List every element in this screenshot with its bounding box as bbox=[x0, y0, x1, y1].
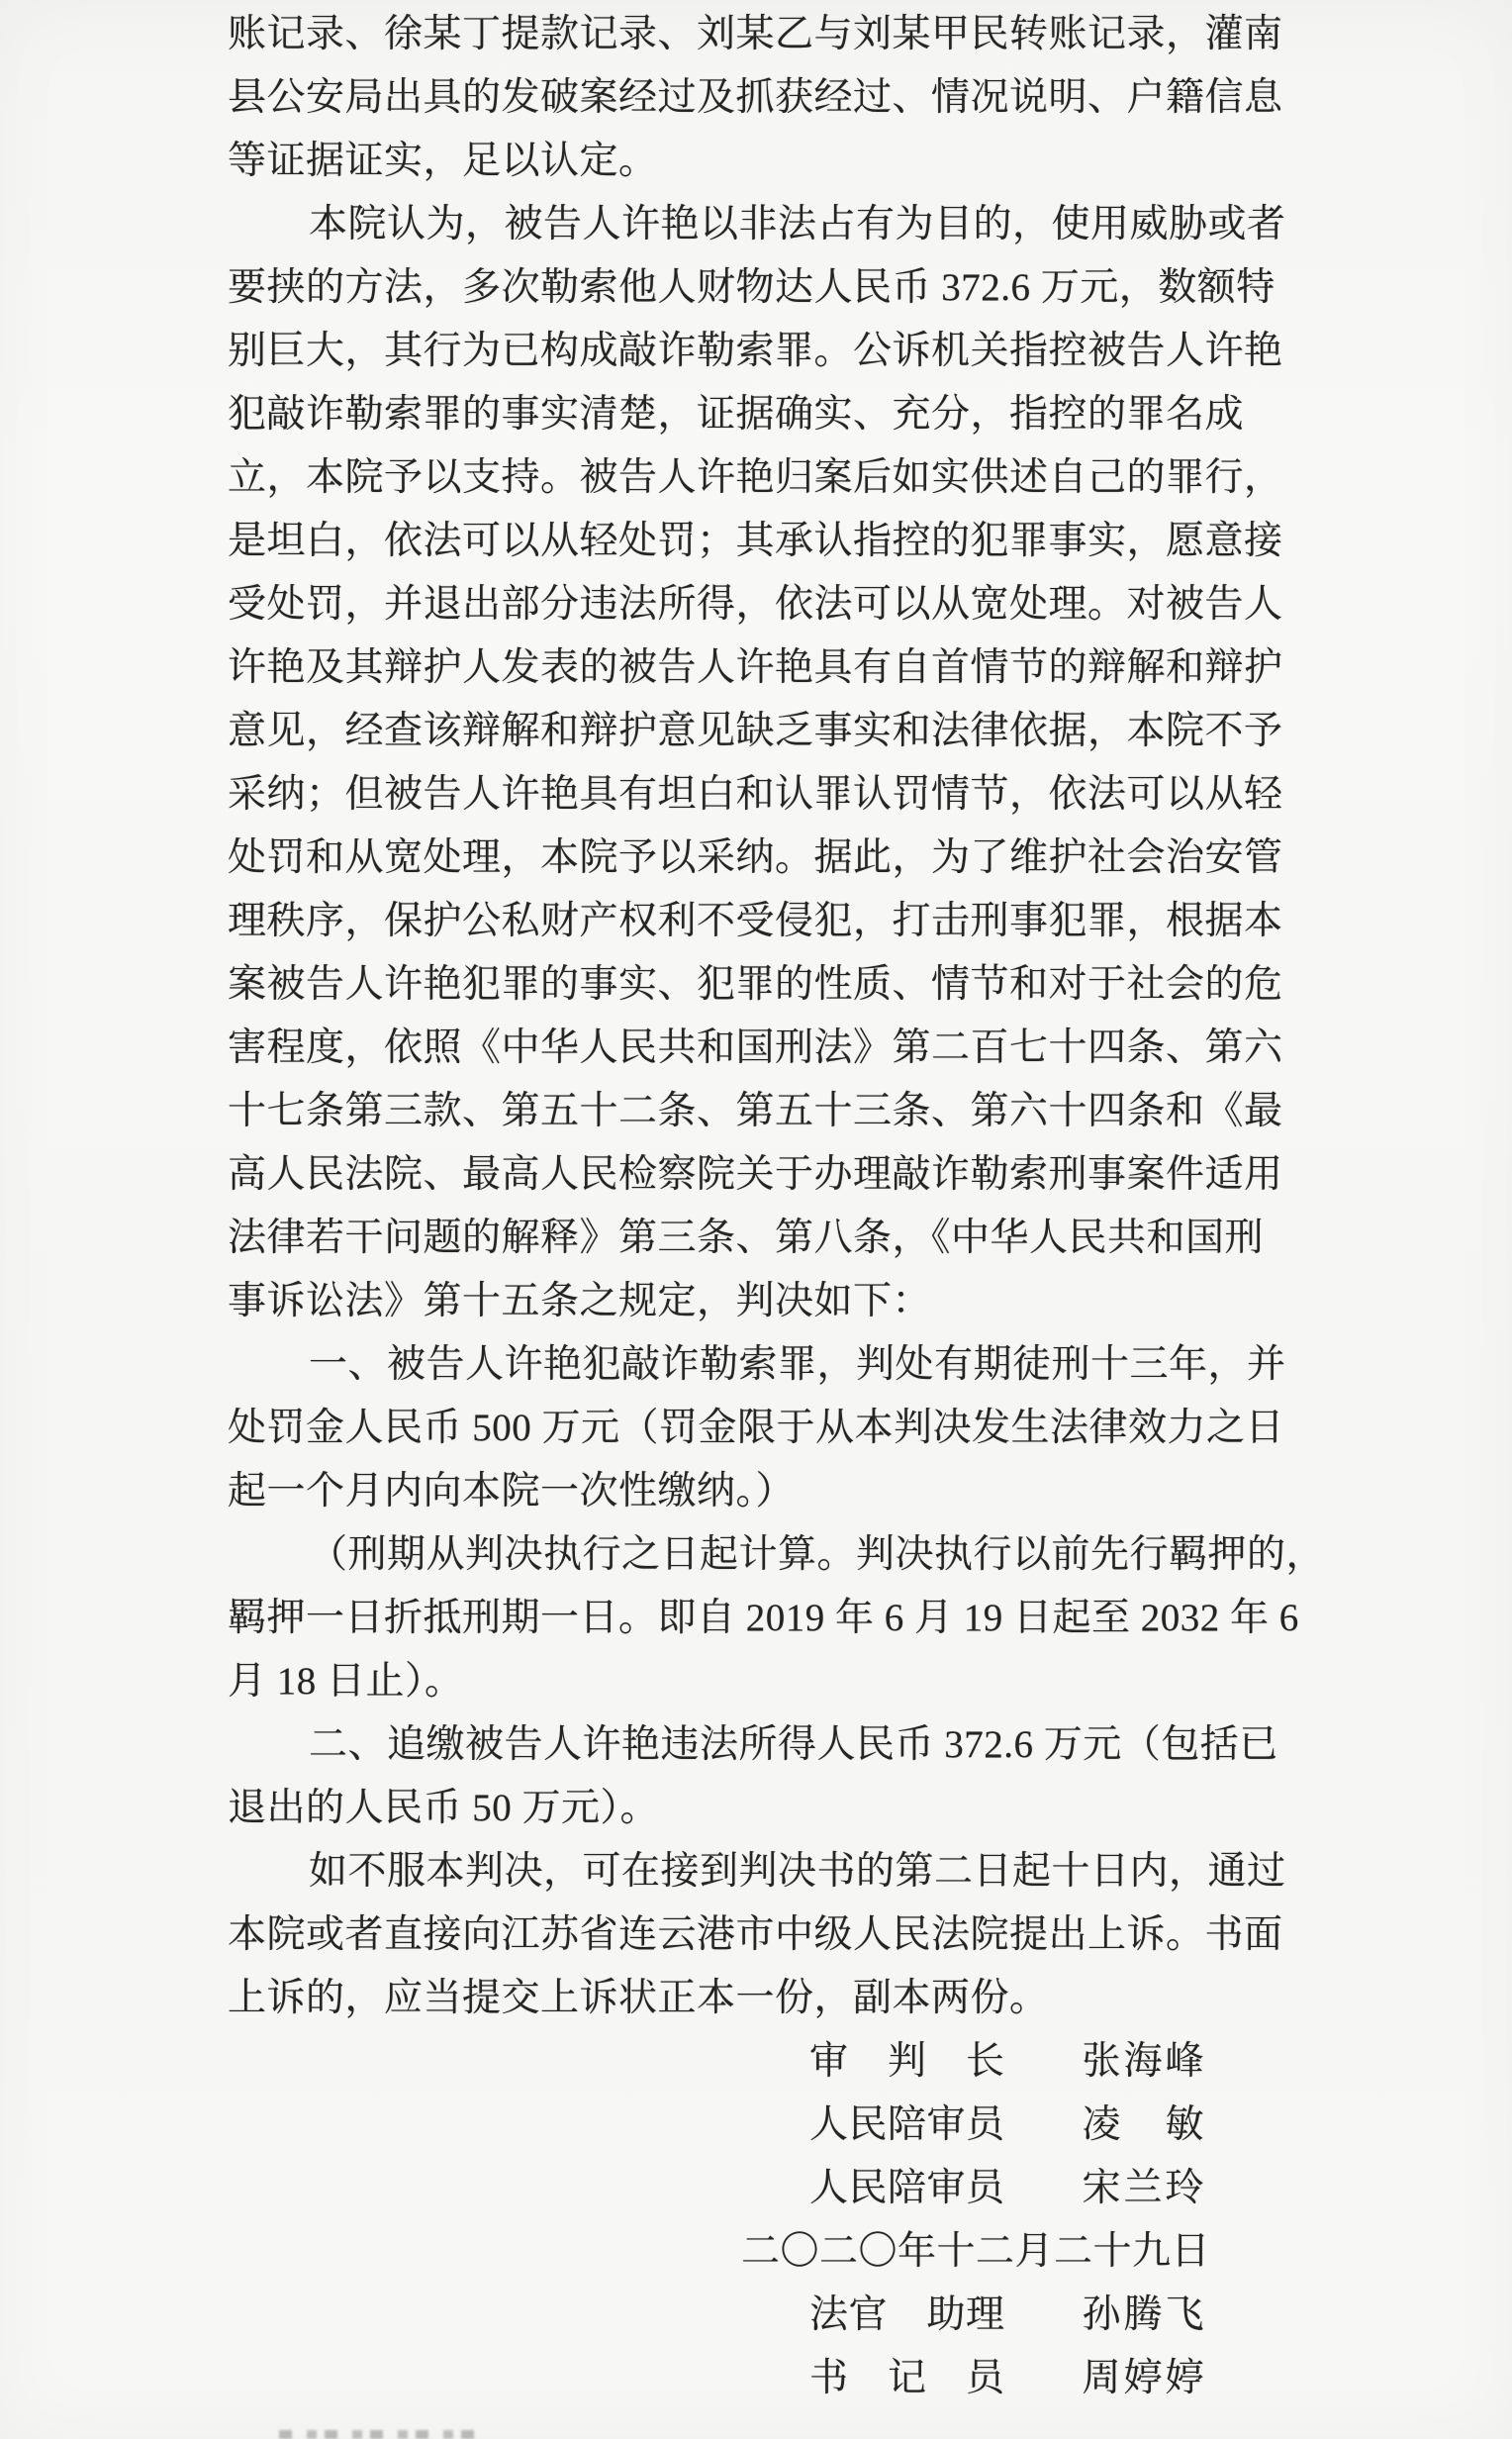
signature-role: 书 记 员 bbox=[809, 2357, 1005, 2399]
text-line: 高人民法院、最高人民检察院关于办理敲诈勒索刑事案件适用 bbox=[228, 1153, 1283, 1196]
signature-name: 张海峰 bbox=[1082, 2040, 1207, 2083]
text-line: 别巨大，其行为已构成敲诈勒索罪。公诉机关指控被告人许艳 bbox=[228, 330, 1283, 372]
signature-role: 审 判 长 bbox=[809, 2040, 1005, 2083]
signature-line bbox=[228, 2157, 1291, 2220]
paragraph-start-line: 一、被告人许艳犯敲诈勒索罪，判处有期徒刑十三年，并 bbox=[309, 1343, 1286, 1386]
text-line: 法律若干问题的解释》第三条、第八条，《中华人民共和国刑 bbox=[228, 1217, 1265, 1259]
text-line: 犯敲诈勒索罪的事实清楚，证据确实、充分，指控的罪名成 bbox=[228, 393, 1245, 436]
signature-name: 凌 敏 bbox=[1082, 2103, 1207, 2146]
signature-line bbox=[228, 2284, 1291, 2347]
text-line: 等证据证实，足以认定。 bbox=[228, 140, 658, 182]
text-line: 十七条第三款、第五十二条、第五十三条、第六十四条和《最 bbox=[228, 1090, 1283, 1132]
text-line: 县公安局出具的发破案经过及抓获经过、情况说明、户籍信息 bbox=[228, 76, 1283, 119]
text-line: 采纳；但被告人许艳具有坦白和认罪认罚情节，依法可以从轻 bbox=[228, 773, 1283, 816]
signature-name: 周婷婷 bbox=[1082, 2357, 1207, 2399]
paragraph-start-line: （刑期从判决执行之日起计算。判决执行以前先行羁押的， bbox=[309, 1533, 1326, 1576]
text-line: 要挟的方法，多次勒索他人财物达人民币 372.6 万元，数额特 bbox=[228, 266, 1276, 309]
text-line: 账记录、徐某丁提款记录、刘某乙与刘某甲民转账记录，灌南 bbox=[228, 13, 1283, 55]
text-line: 立，本院予以支持。被告人许艳归案后如实供述自己的罪行， bbox=[228, 456, 1283, 499]
text-line: 许艳及其辩护人发表的被告人许艳具有自首情节的辩解和辩护 bbox=[228, 646, 1283, 689]
text-line: 起一个月内向本院一次性缴纳。） bbox=[228, 1470, 796, 1512]
judgment-text-column bbox=[228, 3, 1326, 2410]
text-line: 上诉的，应当提交上诉状正本一份，副本两份。 bbox=[228, 1977, 1049, 2019]
signature-line bbox=[228, 2030, 1291, 2094]
text-line: 月 18 日止）。 bbox=[228, 1660, 464, 1703]
text-line: 意见，经查该辩解和辩护意见缺乏事实和法律依据，本院不予 bbox=[228, 710, 1283, 752]
text-line: 羁押一日折抵刑期一日。即自 2019 年 6 月 19 日起至 2032 年 6 bbox=[228, 1597, 1299, 1639]
paragraph-start-line: 二、追缴被告人许艳违法所得人民币 372.6 万元（包括已 bbox=[309, 1723, 1278, 1766]
text-line: 处罚和从宽处理，本院予以采纳。据此，为了维护社会治安管 bbox=[228, 836, 1283, 879]
signature-name: 孙腾飞 bbox=[1082, 2293, 1207, 2336]
text-line: 理秩序，保护公私财产权利不受侵犯，打击刑事犯罪，根据本 bbox=[228, 900, 1283, 942]
cutoff-line-fragment bbox=[279, 2430, 482, 2439]
signature-name: 宋兰玲 bbox=[1082, 2167, 1207, 2209]
text-line: 事诉讼法》第十五条之规定，判决如下： bbox=[228, 1280, 932, 1322]
text-line: 处罚金人民币 500 万元（罚金限于从本判决发生法律效力之日 bbox=[228, 1407, 1285, 1449]
text-line: 是坦白，依法可以从轻处罚；其承认指控的犯罪事实，愿意接 bbox=[228, 520, 1283, 562]
signature-line bbox=[228, 2347, 1291, 2410]
text-line: 本院或者直接向江苏省连云港市中级人民法院提出上诉。书面 bbox=[228, 1913, 1283, 1956]
text-line: 案被告人许艳犯罪的事实、犯罪的性质、情节和对于社会的危 bbox=[228, 963, 1283, 1006]
text-line: 害程度，依照《中华人民共和国刑法》第二百七十四条、第六 bbox=[228, 1026, 1283, 1069]
text-line: 退出的人民币 50 万元）。 bbox=[228, 1787, 660, 1829]
signature-role: 法官 助理 bbox=[809, 2293, 1005, 2336]
signature-role: 人民陪审员 bbox=[809, 2103, 1005, 2146]
paragraph-start-line: 本院认为，被告人许艳以非法占有为目的，使用威胁或者 bbox=[309, 203, 1286, 245]
text-line: 受处罚，并退出部分违法所得，依法可以从宽处理。对被告人 bbox=[228, 583, 1283, 626]
paragraph-start-line: 如不服本判决，可在接到判决书的第二日起十日内，通过 bbox=[309, 1850, 1286, 1893]
signature-line bbox=[228, 2094, 1291, 2157]
judgment-date-line: 二〇二〇年十二月二十九日 bbox=[741, 2230, 1211, 2273]
signature-role: 人民陪审员 bbox=[809, 2167, 1005, 2209]
